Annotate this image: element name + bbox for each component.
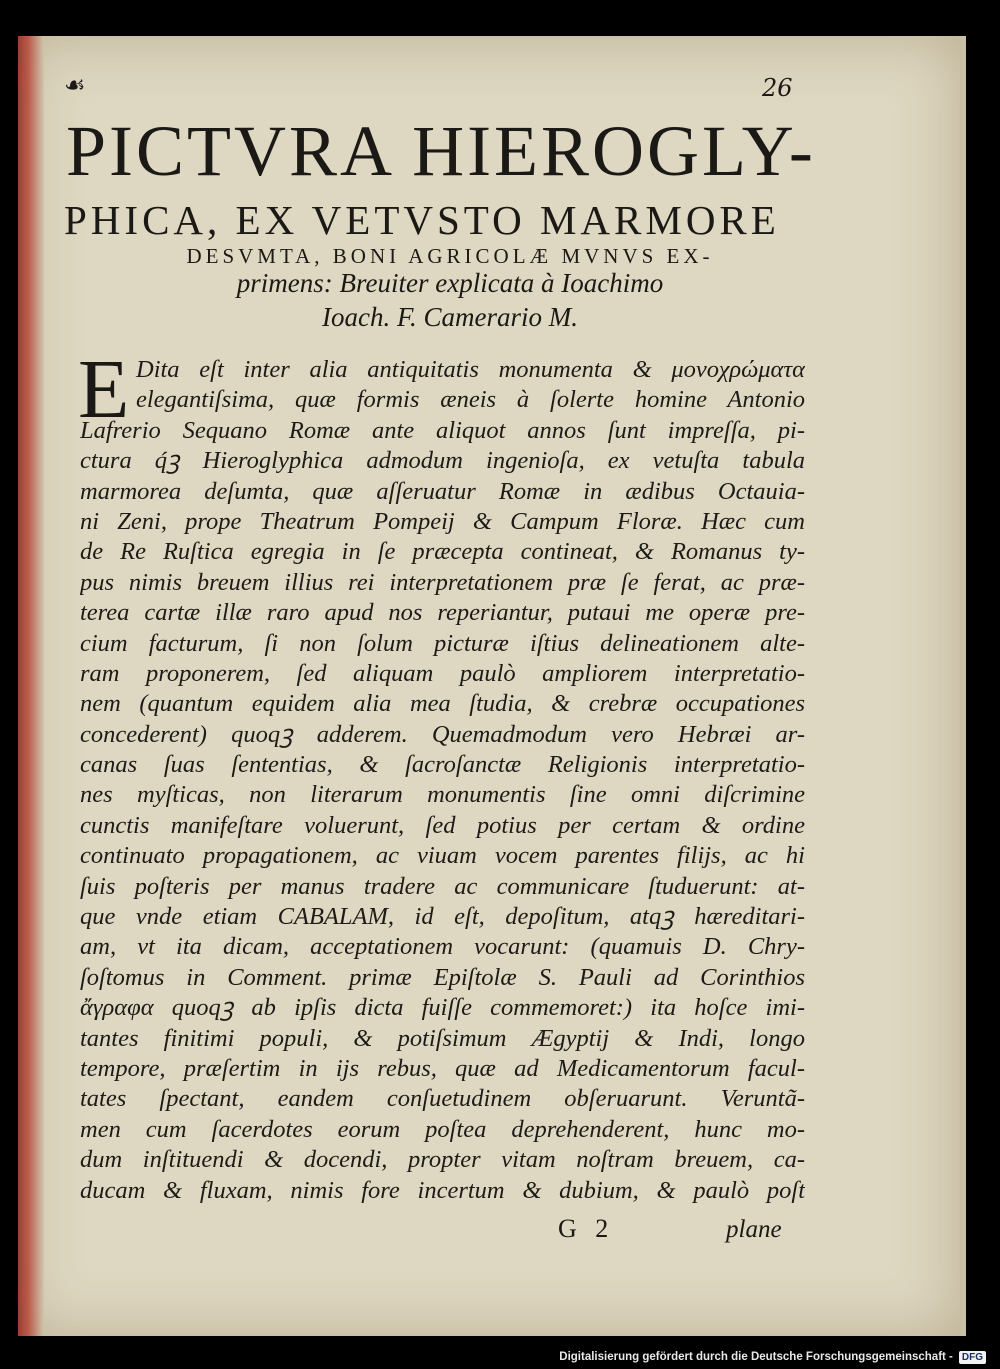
subtitle-line-1: primens: Breuiter explicata à Ioachimo bbox=[236, 268, 664, 298]
body-line: ctura q́ꝫ Hieroglyphica admodum ingenioſa, ex vetuſta tabula bbox=[80, 447, 805, 475]
body-line: que vnde etiam CABALAM, id eſt, depoſitum, atqꝫ hæreditari- bbox=[80, 903, 805, 931]
body-line: tempore, præſertim in ijs rebus, quæ ad Medicamentorum facul- bbox=[80, 1054, 805, 1082]
body-line: ram proponerem, ſed aliquam paulò ampliorem interpretatio- bbox=[80, 659, 805, 687]
body-line: am, vt ita dicam, acceptationem vocarunt: (quamuis D. Chry- bbox=[80, 933, 805, 961]
body-line: ni Zeni, prope Theatrum Pompeij & Campum Floræ. Hæc cum bbox=[80, 507, 805, 535]
body-line: elegantiſsima, quæ formis æneis à ſolerte homine Antonio bbox=[136, 386, 805, 414]
funding-footer bbox=[559, 1349, 986, 1365]
body-line: dum inſtituendi & docendi, propter vitam noſtram breuem, ca- bbox=[80, 1146, 805, 1174]
body-line: ſoſtomus in Comment. primæ Epiſtolæ S. Pauli ad Corinthios bbox=[80, 963, 805, 991]
body-line: men cum ſacerdotes eorum poſtea deprehenderent, hunc mo- bbox=[80, 1115, 805, 1143]
body-line: nes myſticas, non literarum monumentis ſine omni diſcrimine bbox=[80, 781, 805, 809]
body-line: ducam & fluxam, nimis fore incertum & dubium, & paulò poſt bbox=[80, 1176, 805, 1204]
catchword: plane bbox=[726, 1216, 782, 1243]
page-number: 26 bbox=[762, 74, 793, 102]
body-line: cium facturum, ſi non ſolum picturæ iſtius delineationem alte- bbox=[80, 629, 805, 657]
body-line: pus nimis breuem illius rei interpretationem præ ſe ferat, ac præ- bbox=[80, 568, 805, 596]
body-line: canas ſuas ſententias, & ſacroſanctæ Religionis interpretatio- bbox=[80, 751, 805, 779]
printer-ornament: ☙ bbox=[64, 71, 86, 99]
body-line: tantes finitimi populi, & potiſsimum Ægyptij & Indi, longo bbox=[80, 1024, 805, 1052]
drop-capital: E bbox=[78, 343, 130, 436]
body-line: Dita eſt inter alia antiquitatis monumenta & μονοχρώματα bbox=[136, 356, 805, 383]
body-text bbox=[80, 355, 805, 1206]
body-line: marmorea deſumta, quæ aſſeruatur Romæ in ædibus Octauia- bbox=[80, 477, 805, 505]
subtitle-line-2: Ioach. F. Camerario M. bbox=[322, 302, 578, 332]
body-line: concederent) quoqꝫ adderem. Quemadmodum vero Hebræi ar- bbox=[80, 720, 805, 748]
signature-mark: G 2 bbox=[558, 1214, 615, 1243]
dfg-logo: DFG bbox=[959, 1351, 986, 1364]
body-line: continuato propagationem, ac viuam vocem parentes filijs, ac hi bbox=[80, 842, 805, 870]
body-line: ſuis poſteris per manus tradere ac communicare ſtuduerunt: at- bbox=[80, 872, 805, 900]
body-line: Lafrerio Sequano Romæ ante aliquot annos ſunt impreſſa, pi- bbox=[80, 416, 805, 444]
body-line: tates ſpectant, eandem conſuetudinem obſeruarunt. Veruntã- bbox=[80, 1085, 805, 1113]
title-line-3: DESVMTA, BONI AGRICOLÆ MVNVS EX- bbox=[186, 244, 714, 268]
funding-credit: Digitalisierung gefördert durch die Deutsche Forschungsgemeinschaft - bbox=[559, 1351, 953, 1363]
title-line-1: PICTVRA HIEROGLY- bbox=[66, 111, 816, 191]
body-line: ἄγραφα quoqꝫ ab ipſis dicta fuiſſe commemoret:) ita hoſce imi- bbox=[80, 994, 805, 1022]
title-line-2: PHICA, EX VETVSTO MARMORE bbox=[64, 197, 780, 243]
body-line: de Re Ruſtica egregia in ſe præcepta contineat, & Romanus ty- bbox=[80, 538, 805, 566]
body-line: terea cartæ illæ raro apud nos reperiantur, putaui me operæ pre- bbox=[80, 599, 805, 627]
body-line: cunctis manifeſtare voluerunt, ſed potius per certam & ordine bbox=[80, 811, 805, 839]
page-edge bbox=[18, 36, 44, 1336]
body-line: nem (quantum equidem alia mea ſtudia, & crebræ occupationes bbox=[80, 690, 805, 718]
